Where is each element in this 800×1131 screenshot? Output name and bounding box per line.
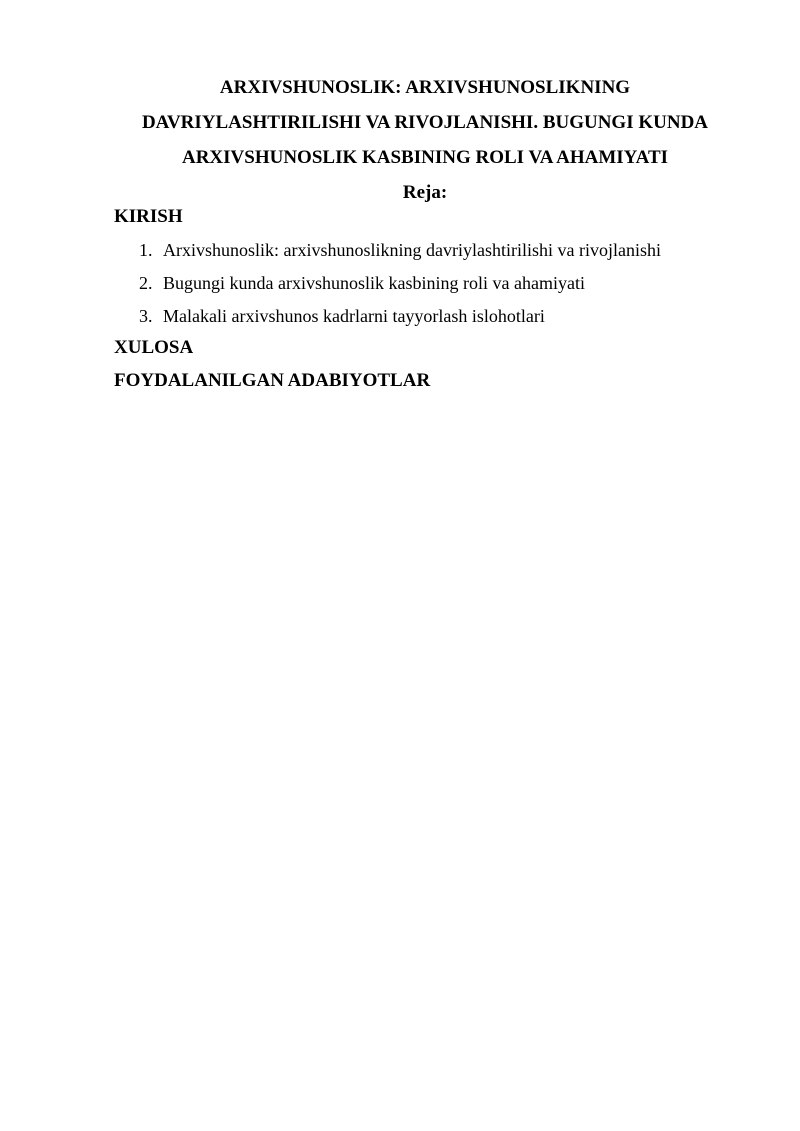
title-line-3: ARXIVSHUNOSLIK KASBINING ROLI VA AHAMIYATI xyxy=(181,147,669,168)
list-item xyxy=(139,300,661,333)
conclusion-heading: XULOSA xyxy=(114,337,194,358)
list-item-number: 1. xyxy=(139,240,153,260)
intro-heading: KIRISH xyxy=(114,206,183,227)
list-item xyxy=(139,267,661,300)
references-heading: FOYDALANILGAN ADABIYOTLAR xyxy=(114,370,431,391)
list-item-text: Arxivshunoslik: arxivshunoslikning davriylashtirilishi va rivojlanishi xyxy=(163,240,661,260)
title-line-2: DAVRIYLASHTIRILISHI VA RIVOJLANISHI. BUGUNGI KUNDA xyxy=(141,112,709,133)
list-item xyxy=(139,234,661,267)
title-line-1: ARXIVSHUNOSLIK: ARXIVSHUNOSLIKNING xyxy=(219,77,631,98)
list-item-text: Malakali arxivshunos kadrlarni tayyorlash islohotlari xyxy=(163,306,545,326)
document-title xyxy=(100,70,750,175)
plan-heading: Reja: xyxy=(402,182,448,203)
list-item-number: 3. xyxy=(139,306,153,326)
list-item-text: Bugungi kunda arxivshunoslik kasbining roli va ahamiyati xyxy=(163,273,585,293)
plan-list xyxy=(139,234,661,333)
list-item-number: 2. xyxy=(139,273,153,293)
